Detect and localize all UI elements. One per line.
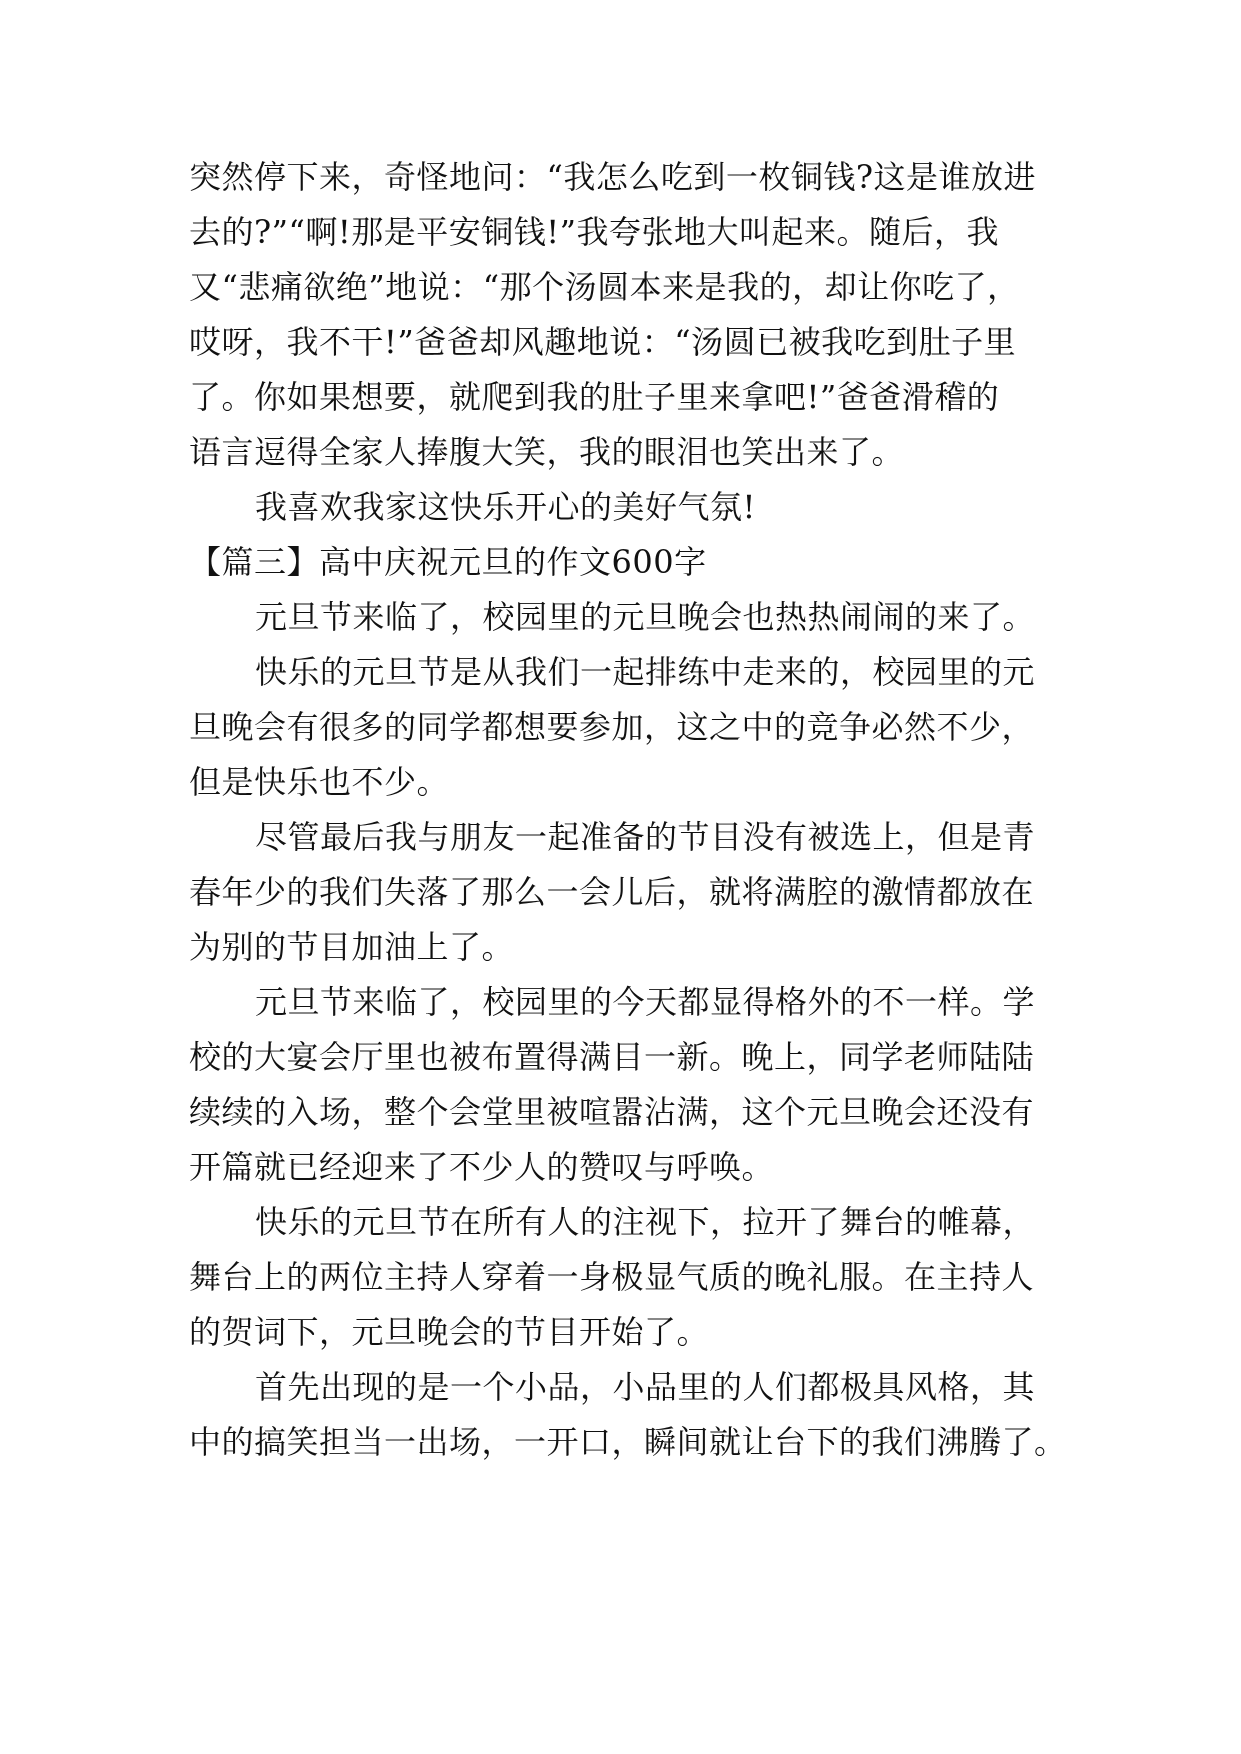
body-line: 去的?”“啊!那是平安铜钱!”我夸张地大叫起来。随后，我 [189, 213, 999, 251]
body-line: 突然停下来，奇怪地问：“我怎么吃到一枚铜钱?这是谁放进 [189, 158, 1037, 196]
body-line: 舞台上的两位主持人穿着一身极显气质的晚礼服。在主持人 [189, 1258, 1035, 1296]
section-heading: 【篇三】高中庆祝元旦的作文600字 [189, 543, 707, 581]
document-body [189, 150, 1067, 1470]
body-line: 我喜欢我家这快乐开心的美好气氛! [255, 488, 756, 526]
body-line: 快乐的元旦节是从我们一起排练中走来的，校园里的元 [255, 653, 1036, 691]
body-line: 春年少的我们失落了那么一会儿后，就将满腔的激情都放在 [189, 873, 1035, 911]
body-line: 语言逗得全家人捧腹大笑，我的眼泪也笑出来了。 [189, 433, 905, 471]
body-line: 旦晚会有很多的同学都想要参加，这之中的竞争必然不少， [189, 708, 1035, 746]
body-line: 元旦节来临了，校园里的元旦晚会也热热闹闹的来了。 [255, 598, 1036, 636]
body-line: 中的搞笑担当一出场，一开口，瞬间就让台下的我们沸腾了。 [189, 1423, 1067, 1461]
body-line: 哎呀，我不干!”爸爸却风趣地说：“汤圆已被我吃到肚子里 [189, 323, 1017, 361]
body-line: 首先出现的是一个小品，小品里的人们都极具风格，其 [255, 1368, 1036, 1406]
body-line: 快乐的元旦节在所有人的注视下，拉开了舞台的帷幕， [255, 1203, 1036, 1241]
body-line: 又“悲痛欲绝”地说：“那个汤圆本来是我的，却让你吃了， [189, 268, 1020, 306]
body-line: 的贺词下，元旦晚会的节目开始了。 [189, 1313, 710, 1351]
body-line: 元旦节来临了，校园里的今天都显得格外的不一样。学 [255, 983, 1036, 1021]
body-line: 了。你如果想要，就爬到我的肚子里来拿吧!”爸爸滑稽的 [189, 378, 1000, 416]
body-line: 校的大宴会厅里也被布置得满目一新。晚上，同学老师陆陆 [189, 1038, 1035, 1076]
body-line: 开篇就已经迎来了不少人的赞叹与呼唤。 [189, 1148, 775, 1186]
body-line: 尽管最后我与朋友一起准备的节目没有被选上，但是青 [255, 818, 1036, 856]
body-line: 但是快乐也不少。 [189, 763, 450, 801]
body-line: 续续的入场，整个会堂里被喧嚣沾满，这个元旦晚会还没有 [189, 1093, 1035, 1131]
body-line: 为别的节目加油上了。 [189, 928, 515, 966]
